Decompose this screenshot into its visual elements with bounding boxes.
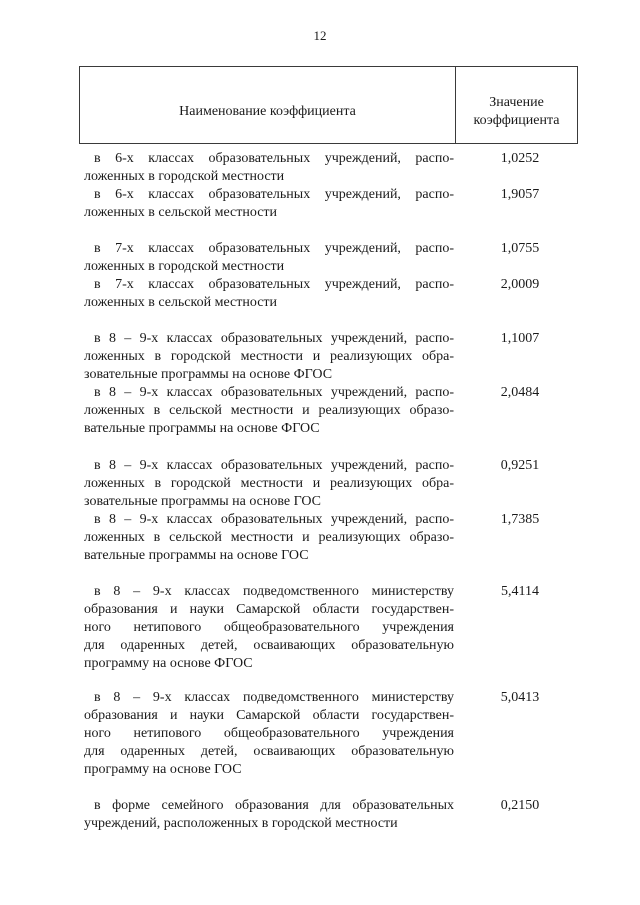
row-line: в 7-х классах образовательных учреждений, распо- bbox=[94, 277, 454, 292]
row-value: 2,0484 bbox=[500, 385, 540, 400]
table-row bbox=[84, 457, 574, 511]
row-line: в 7-х классах образовательных учреждений, распо- bbox=[94, 241, 454, 256]
row-line: ного нетипового общеобразовательного учреждения bbox=[84, 726, 454, 741]
row-line: ложенных в сельской местности bbox=[84, 205, 278, 220]
row-line: вательные программы на основе ГОС bbox=[84, 548, 309, 563]
row-line: в 8 – 9-х классах образовательных учреждений, распо- bbox=[94, 385, 454, 400]
page-number: 12 bbox=[313, 28, 327, 43]
row-line: для одаренных детей, осваивающих образовательную bbox=[84, 638, 454, 653]
table-row bbox=[84, 240, 574, 276]
row-value: 1,1007 bbox=[500, 331, 540, 346]
row-line: ного нетипового общеобразовательного учреждения bbox=[84, 620, 454, 635]
header-value-line2: коэффициента bbox=[473, 113, 560, 128]
row-value: 1,7385 bbox=[500, 512, 540, 527]
row-line: в 6-х классах образовательных учреждений, распо- bbox=[94, 187, 454, 202]
table-header bbox=[79, 66, 578, 144]
row-line: в 6-х классах образовательных учреждений, распо- bbox=[94, 151, 454, 166]
header-value-line1: Значение bbox=[489, 95, 544, 110]
row-description bbox=[84, 150, 454, 186]
row-line: ложенных в городской местности и реализующих обра- bbox=[84, 476, 454, 491]
row-value: 1,0755 bbox=[500, 241, 540, 256]
table-row bbox=[84, 511, 574, 565]
row-line: учреждений, расположенных в городской местности bbox=[84, 816, 398, 831]
table-row bbox=[84, 330, 574, 384]
row-value: 5,4114 bbox=[501, 584, 539, 599]
row-line: программу на основе ГОС bbox=[84, 762, 242, 777]
row-line: в 8 – 9-х классах образовательных учреждений, распо- bbox=[94, 331, 454, 346]
row-line: вательные программы на основе ФГОС bbox=[84, 421, 320, 436]
row-description bbox=[84, 240, 454, 276]
row-description bbox=[84, 689, 454, 779]
row-description bbox=[84, 797, 454, 833]
row-line: ложенных в сельской местности и реализующих образо- bbox=[84, 530, 454, 545]
row-description bbox=[84, 384, 454, 438]
table-row bbox=[84, 689, 574, 779]
header-name-column: Наименование коэффициента bbox=[80, 67, 456, 143]
row-line: программу на основе ФГОС bbox=[84, 656, 253, 671]
table-row bbox=[84, 150, 574, 186]
row-line: ложенных в городской местности и реализующих обра- bbox=[84, 349, 454, 364]
table-row bbox=[84, 583, 574, 673]
table-row bbox=[84, 384, 574, 438]
row-description bbox=[84, 583, 454, 673]
row-line: образования и науки Самарской области государствен- bbox=[84, 708, 454, 723]
header-value-column bbox=[456, 67, 577, 143]
row-value: 1,0252 bbox=[500, 151, 540, 166]
row-value: 0,9251 bbox=[500, 458, 540, 473]
row-line: ложенных в сельской местности bbox=[84, 295, 278, 310]
row-line: в 8 – 9-х классах подведомственного министерству bbox=[94, 690, 454, 705]
row-description bbox=[84, 186, 454, 222]
row-description bbox=[84, 457, 454, 511]
row-line: в 8 – 9-х классах подведомственного министерству bbox=[94, 584, 454, 599]
row-line: в 8 – 9-х классах образовательных учреждений, распо- bbox=[94, 458, 454, 473]
row-line: ложенных в городской местности bbox=[84, 169, 285, 184]
table-row bbox=[84, 797, 574, 833]
row-value: 0,2150 bbox=[500, 798, 540, 813]
table-row bbox=[84, 276, 574, 312]
row-description bbox=[84, 511, 454, 565]
row-value: 1,9057 bbox=[500, 187, 540, 202]
row-line: ложенных в городской местности bbox=[84, 259, 285, 274]
row-line: образования и науки Самарской области государствен- bbox=[84, 602, 454, 617]
table-row bbox=[84, 186, 574, 222]
row-value: 5,0413 bbox=[500, 690, 540, 705]
row-line: в 8 – 9-х классах образовательных учреждений, распо- bbox=[94, 512, 454, 527]
row-line: ложенных в сельской местности и реализующих образо- bbox=[84, 403, 454, 418]
row-line: для одаренных детей, осваивающих образовательную bbox=[84, 744, 454, 759]
row-description bbox=[84, 330, 454, 384]
row-line: зовательные программы на основе ГОС bbox=[84, 494, 321, 509]
row-value: 2,0009 bbox=[500, 277, 540, 292]
row-line: зовательные программы на основе ФГОС bbox=[84, 367, 333, 382]
row-line: в форме семейного образования для образовательных bbox=[94, 798, 454, 813]
row-description bbox=[84, 276, 454, 312]
